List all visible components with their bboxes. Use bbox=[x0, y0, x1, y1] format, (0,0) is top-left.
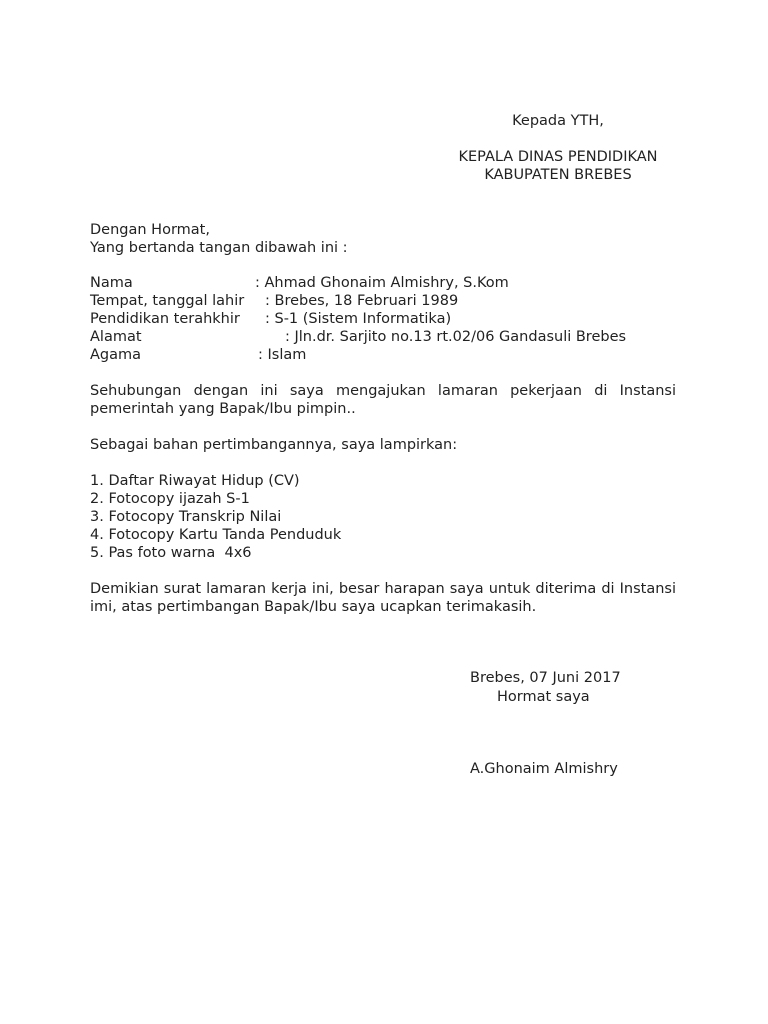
field-value: : Jln.dr. Sarjito no.13 rt.02/06 Gandasuli Brebes bbox=[285, 329, 627, 345]
attachments-intro: Sebagai bahan pertimbangannya, saya lampirkan: bbox=[90, 437, 458, 453]
field-value: : Ahmad Ghonaim Almishry, S.Kom bbox=[255, 275, 509, 291]
list-item: 1. Daftar Riwayat Hidup (CV) bbox=[90, 473, 300, 489]
field-value: : Islam bbox=[258, 347, 307, 363]
field-label: Alamat bbox=[90, 329, 142, 345]
field-label: Nama bbox=[90, 275, 133, 291]
intro-line: Yang bertanda tangan dibawah ini : bbox=[90, 240, 348, 256]
field-label: Agama bbox=[90, 347, 142, 363]
field-value: : S-1 (Sistem Informatika) bbox=[265, 311, 452, 327]
signature-name: A.Ghonaim Almishry bbox=[470, 761, 618, 777]
list-item: 2. Fotocopy ijazah S-1 bbox=[90, 491, 250, 507]
field-label: Tempat, tanggal lahir bbox=[90, 293, 245, 309]
signature-place-date: Brebes, 07 Juni 2017 bbox=[470, 670, 621, 686]
recipient-line-1: KEPALA DINAS PENDIDIKAN bbox=[458, 149, 658, 165]
closing-paragraph: Demikian surat lamaran kerja ini, besar harapan saya untuk diterima di Instansi imi, atas pertimbangan Bapak/Ibu saya ucapkan terimakasih. bbox=[90, 581, 676, 615]
list-item: 5. Pas foto warna 4x6 bbox=[90, 545, 252, 561]
list-item: 4. Fotocopy Kartu Tanda Penduduk bbox=[90, 527, 342, 543]
recipient-line-2: KABUPATEN BREBES bbox=[484, 167, 632, 183]
signature-regards: Hormat saya bbox=[497, 689, 590, 705]
field-value: : Brebes, 18 Februari 1989 bbox=[265, 293, 459, 309]
body-paragraph-application: Sehubungan dengan ini saya mengajukan lamaran pekerjaan di Instansi pemerintah yang Bapak/Ibu pimpin.. bbox=[90, 383, 676, 417]
list-item: 3. Fotocopy Transkrip Nilai bbox=[90, 509, 282, 525]
greeting: Dengan Hormat, bbox=[90, 222, 210, 238]
field-label: Pendidikan terahkhir bbox=[90, 311, 240, 327]
recipient-salutation: Kepada YTH, bbox=[512, 113, 604, 129]
